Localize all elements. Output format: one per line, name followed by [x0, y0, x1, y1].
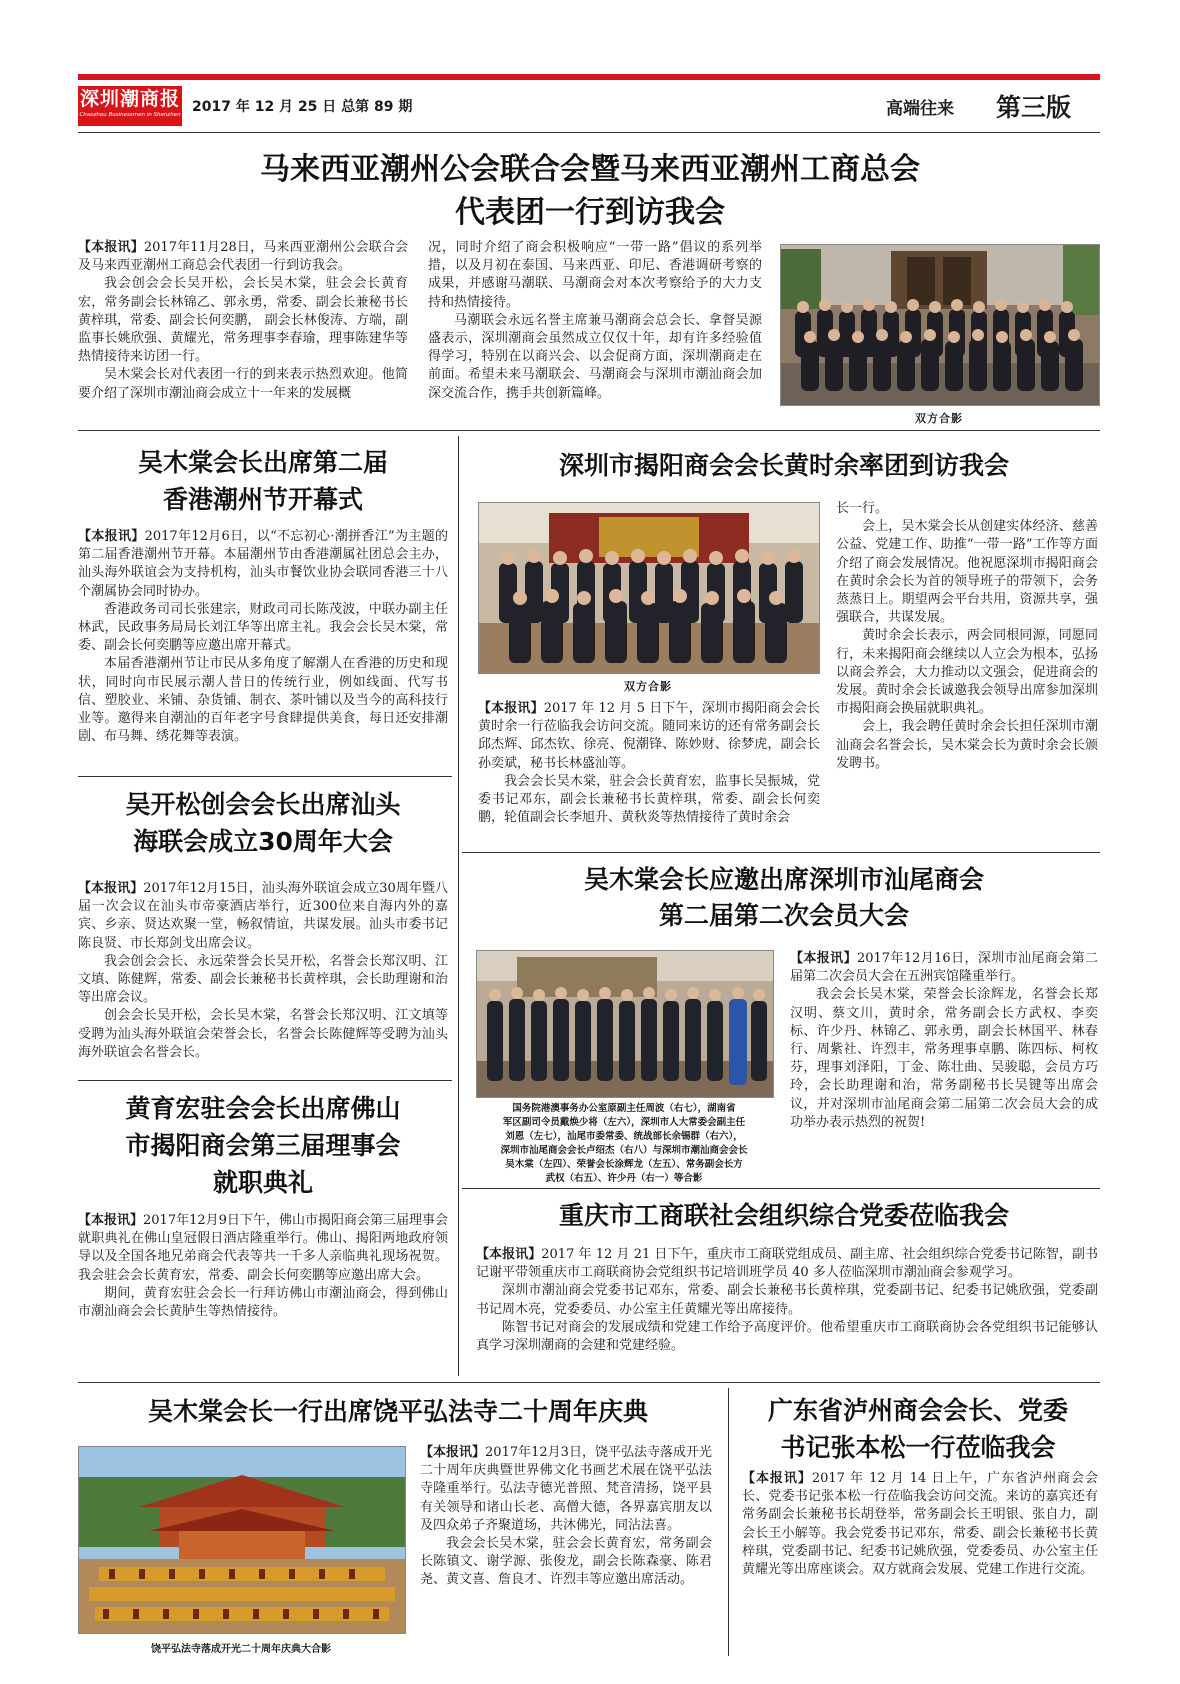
- caption-line: 军区副司令员戴焕少将（左六），深圳市人大常委会副主任: [502, 1117, 746, 1128]
- paragraph-text: 会上，吴木棠会长从创建实体经济、慈善公益、党建工作、助推“一带一路”工作等方面介绍了商会发展情况。他祝愿深圳市揭阳商会在黄时余会长为首的领导班子的带领下，会务蒸蒸日上。期望两会平台共用，资源共享，强强联合，共谋发展。: [836, 519, 1098, 626]
- paragraph: [78, 275, 408, 366]
- a4-headline-line2: 市揭阳商会第三届理事会: [125, 1131, 401, 1160]
- a3-body: [78, 880, 448, 1062]
- paragraph-text: 2017年12月16日，深圳市汕尾商会第二届第二次会员大会在五洲宾馆隆重举行。: [790, 951, 1098, 985]
- paragraph: [420, 1535, 712, 1590]
- paragraph-text: 我会会长吴木棠，驻会会长黄育宏，常务副会长陈镇文、谢学源、张俊龙，副会长陈森豪、陈君尧、黄文喜、詹良才、许烈丰等应邀出席活动。: [420, 1536, 712, 1588]
- divider-a2: [78, 776, 452, 777]
- paragraph: [78, 239, 408, 275]
- divider-a6: [462, 1188, 1100, 1189]
- lead-tag: 【本报讯】: [78, 881, 144, 896]
- paragraph-text: 香港政务司司长张建宗，财政司司长陈茂波，中联办副主任林武，民政事务局局长刘江华等出席主礼。我会会长吴木棠，常委、副会长何奕鹏等应邀出席开幕式。: [78, 601, 448, 654]
- paragraph-text: 2017 年 12 月 14 日上午，广东省泸州商会会长、党委书记张本松一行莅临我会访问交流。来访的嘉宾还有常务副会长兼秘书长胡登举，常务副会长王明银、张自力，副会长王小解等。我会党委书记邓东，常委、副会长兼秘书长黄梓琪，党委副书记、纪委书记姚欣强，党委委员、办公室主任黄耀光等出席座谈会。双方就商会发展、党建工作进行交流。: [742, 1471, 1098, 1578]
- paragraph-text: 期间，黄育宏驻会会长一行拜访佛山市潮汕商会，得到佛山市潮汕商会会长黄胪生等热情接待。: [78, 1285, 448, 1320]
- paragraph-text: 会上，我会聘任黄时余会长担任深圳市潮汕商会名誉会长，吴木棠会长为黄时余会长颁发聘书。: [836, 719, 1098, 771]
- paragraph-text: 2017年12月6日，以“不忘初心·潮拼香江”为主题的第二届香港潮州节开幕。本届潮州节由香港潮属社团总会主办，汕头海外联谊会为支持机构，汕头市餐饮业协会联同香港三十八个潮属协会同时协办。: [78, 529, 448, 599]
- divider-a1: [78, 430, 1100, 431]
- a6-body: [790, 950, 1098, 1132]
- paragraph-text: 况，同时介绍了商会积极响应“一带一路”倡议的系列举措，以及月初在泰国、马来西亚、印尼、香港调研考察的成果，并感谢马潮联、马潮商会对本次考察给予的大力支持和热情接待。: [428, 240, 762, 310]
- lead-tag: 【本报讯】: [478, 701, 544, 716]
- a5-headline: [470, 448, 1098, 484]
- a7-headline: [470, 1198, 1098, 1234]
- a9-body: [742, 1470, 1098, 1579]
- a4-headline-line1: 黄育宏驻会会长出席佛山: [125, 1094, 401, 1123]
- a8-headline: [78, 1394, 718, 1430]
- paragraph-text: 我会创会会长、永远荣誉会长吴开松，名誉会长郑汉明、江文填、陈健辉，常委、副会长兼秘书长黄梓琪，会长助理谢和治等出席会议。: [78, 953, 448, 1006]
- a1-headline: [100, 148, 1080, 234]
- lead-tag: 【本报讯】: [78, 529, 145, 544]
- a1-body-left: [78, 239, 408, 403]
- a8-headline-line1: 吴木棠会长一行出席饶平弘法寺二十周年庆典: [147, 1397, 648, 1426]
- caption-line: 深圳市汕尾商会会长卢绍杰（右八）与深圳市潮汕商会会长: [500, 1145, 748, 1156]
- a8-photo-caption: 饶平弘法寺落成开光二十周年庆典大合影: [151, 1644, 331, 1655]
- column-divider-bottom: [728, 1388, 729, 1656]
- caption-line: 吴木棠（左四）、荣誉会长涂辉龙（左五）、常务副会长方: [505, 1159, 743, 1170]
- paragraph-text: 2017年12月9日下午，佛山市揭阳商会第三届理事会就职典礼在佛山皇冠假日酒店隆重举行。佛山、揭阳两地政府领导以及全国各地兄弟商会代表等共一千多人亲临典礼现场祝贺。我会驻会会长黄育宏，常委、副会长何奕鹏等应邀出席大会。: [78, 1213, 448, 1283]
- paragraph-text: 我会会长吴木棠，荣誉会长涂辉龙，名誉会长郑汉明、蔡文川，黄时余，常务副会长方武权、李奕标、许少丹、林锦乙、郭永勇，副会长林国平、林春行、周紫社、许烈丰，常务理事卓鹏、陈四标、柯枚芬，理事刘泽阳，丁金、陈壮曲、吴骏聪，会员方巧玲，会长助理谢和治，常务副秘书长吴键等出席会议，并对深圳市汕尾商会第二届第二次会员大会的成功举办表示热烈的祝贺!: [790, 987, 1098, 1130]
- paragraph-text: 2017 年 12 月 21 日下午，重庆市工商联党组成员、副主席、社会组织综合党委书记陈智，副书记谢平带领重庆市工商联商协会党组织书记培训班学员 40 多人莅临深圳市潮汕商会参观学习。: [476, 1247, 1098, 1281]
- a4-headline: [78, 1090, 448, 1201]
- paragraph: [742, 1470, 1098, 1579]
- a5-body-left: [478, 700, 820, 827]
- a7-body: [476, 1246, 1098, 1355]
- a2-headline-line2: 香港潮州节开幕式: [162, 485, 363, 514]
- divider-a5: [462, 852, 1100, 853]
- paragraph: [78, 1212, 448, 1285]
- paragraph: [78, 655, 448, 746]
- a4-body: [78, 1212, 448, 1321]
- a9-headline-line2: 书记张本松一行莅临我会: [780, 1433, 1056, 1462]
- a9-headline: [738, 1392, 1098, 1466]
- paragraph-text: 长一行。: [836, 501, 889, 516]
- divider-a3: [78, 1080, 452, 1081]
- caption-line: 武权（右五）、许少丹（右一）等合影: [545, 1173, 703, 1184]
- issue-date: 2017 年 12 月 25 日 总第 89 期: [192, 99, 413, 115]
- masthead-rule: [78, 74, 1100, 80]
- paragraph-text: 我会创会会长吴开松，会长吴木棠，驻会会长黄育宏，常务副会长林锦乙、郭永勇，常委、副会长兼秘书长黄梓琪，常委、副会长何奕鹏， 副会长林俊涛、方端，副监事长姚欣强、黄耀光，常务理事李春瑜，理事陈建华等热情接待来访团一行。: [78, 276, 408, 365]
- a1-headline-line1: 马来西亚潮州公会联合会暨马来西亚潮州工商总会: [260, 152, 920, 187]
- a5-body-right: [836, 500, 1098, 773]
- logo-subtitle: Chaozhou Businessmen in Shenzhen: [79, 112, 181, 118]
- paragraph: [78, 953, 448, 1008]
- logo-title: 深圳潮商报: [79, 88, 180, 110]
- paragraph-text: 吴木棠会长对代表团一行的到来表示热烈欢迎。他简要介绍了深圳市潮汕商会成立十一年来的发展概: [78, 367, 408, 401]
- section-name: 高端往来: [886, 99, 954, 119]
- paragraph-text: 我会会长吴木棠，驻会会长黄育宏，监事长吴振城，党委书记邓东，副会长兼秘书长黄梓琪，常委、副会长何奕鹏，轮值副会长李旭升、黄秋炎等热情接待了黄时余会: [478, 773, 820, 826]
- paragraph: [78, 366, 408, 402]
- a1-headline-line2: 代表团一行到访我会: [455, 195, 725, 230]
- paragraph: [428, 239, 762, 312]
- page-number: 第三版: [996, 93, 1072, 122]
- a1-group-photo: [780, 244, 1100, 406]
- a7-headline-line1: 重庆市工商联社会组织综合党委莅临我会: [558, 1201, 1009, 1230]
- a3-headline-line2: 海联会成立30周年大会: [133, 827, 393, 856]
- a2-body: [78, 528, 448, 746]
- paragraph-text: 本届香港潮州节让市民从多角度了解潮人在香港的历史和现状，同时向市民展示潮人昔日的传统行业，例如线面、代写书信、塑胶业、米铺、杂货铺、制衣、茶叶铺以及当今的高科技行业等。邀得来自潮汕的百年老字号食肆提供美食，每日还安排潮剧、布马舞、绣花舞等表演。: [78, 656, 448, 745]
- paragraph: [420, 1444, 712, 1535]
- paragraph: [78, 528, 448, 601]
- caption-line: 国务院港澳事务办公室原副主任周波（右七），湖南省: [512, 1103, 736, 1114]
- paragraph: [836, 718, 1098, 773]
- paragraph-text: 2017年12月3日，饶平弘法寺落成开光二十周年庆典暨世界佛文化书画艺术展在饶平弘法寺隆重举行。弘法寺德光普照、梵音清扬，饶平县有关领导和诸山长老、高僧大德，各界嘉宾朋友以及四众弟子齐聚道场，共沐佛光，同沾法喜。: [420, 1445, 712, 1533]
- paragraph: [476, 1246, 1098, 1282]
- lead-tag: 【本报讯】: [420, 1445, 486, 1460]
- a8-temple-photo: [78, 1446, 406, 1634]
- lead-tag: 【本报讯】: [742, 1471, 812, 1486]
- a5-headline-line1: 深圳市揭阳商会会长黄时余率团到访我会: [558, 451, 1009, 480]
- paragraph-text: 创会会长吴开松，会长吴木棠，名誉会长郑汉明、江文填等受聘为汕头海外联谊会荣誉会长，名誉会长陈健辉等受聘为汕头海外联谊会名誉会长。: [78, 1008, 448, 1060]
- a2-headline: [78, 444, 448, 518]
- a6-headline-line2: 第二届第二次会员大会: [658, 901, 909, 930]
- paragraph: [476, 1319, 1098, 1355]
- paragraph-text: 2017年12月15日，汕头海外联谊会成立30周年暨八届一次会议在汕头市帝豪酒店举行，近300位来自海内外的嘉宾、乡亲、贤达欢聚一堂，畅叙情谊，共谋发展。汕头市委书记陈良贤、市长郑剑戈出席会议。: [78, 881, 448, 951]
- paragraph: [78, 880, 448, 953]
- lead-tag: 【本报讯】: [476, 1247, 542, 1262]
- column-divider: [458, 436, 459, 1376]
- a8-body: [420, 1444, 712, 1590]
- paragraph-text: 马潮联会永远名誉主席兼马潮商会总会长、拿督吴源盛表示，深圳潮商会虽然成立仅仅十年，却有许多经验值得学习，特别在以商兴会、以会促商方面，深圳潮商走在前面。希望未来马潮联会、马潮商会与深圳市潮汕商会加深交流合作，携手共创新篇峰。: [428, 312, 762, 401]
- paragraph-text: 深圳市潮汕商会党委书记邓东，常委、副会长兼秘书长黄梓琪，党委副书记、纪委书记姚欣强，党委副书记周木亮，党委委员、办公室主任黄耀光等出席接待。: [476, 1283, 1098, 1317]
- a6-group-photo: [476, 950, 774, 1098]
- paragraph: [428, 312, 762, 403]
- paragraph: [836, 627, 1098, 718]
- paragraph: [78, 601, 448, 656]
- paragraph: [836, 500, 1098, 518]
- paragraph-text: 2017年11月28日，马来西亚潮州公会联合会及马来西亚潮州工商总会代表团一行到访我会。: [78, 240, 408, 274]
- lead-tag: 【本报讯】: [78, 240, 144, 255]
- paragraph: [836, 518, 1098, 627]
- a5-photo-caption: 双方合影: [624, 680, 672, 693]
- paragraph: [790, 986, 1098, 1132]
- lead-tag: 【本报讯】: [790, 951, 857, 966]
- paragraph: [78, 1007, 448, 1062]
- a4-headline-line3: 就职典礼: [212, 1168, 313, 1197]
- paragraph: [78, 1285, 448, 1321]
- paragraph: [790, 950, 1098, 986]
- a6-photo-caption: [476, 1102, 772, 1186]
- divider-a7: [78, 1382, 1100, 1383]
- a5-group-photo: [478, 502, 820, 674]
- a3-headline-line1: 吴开松创会会长出席汕头: [125, 790, 401, 819]
- a9-headline-line1: 广东省泸州商会会长、党委: [767, 1396, 1068, 1425]
- masthead-underline: [78, 132, 1100, 133]
- newspaper-logo: [78, 86, 182, 126]
- a1-body-middle: [428, 239, 762, 403]
- paragraph-text: 陈智书记对商会的发展成绩和党建工作给予高度评价。他希望重庆市工商联商协会各党组织书记能够认真学习深圳潮商的会建和党建经验。: [476, 1319, 1098, 1354]
- paragraph: [478, 773, 820, 828]
- paragraph-text: 2017 年 12 月 5 日下午，深圳市揭阳商会会长黄时余一行莅临我会访问交流。随同来访的还有常务副会长邱杰辉、邱杰钦、徐亮、倪潮锋、陈妙财、徐梦虎，副会长孙奕斌，秘书长林盛汕等。: [478, 701, 820, 771]
- paragraph: [476, 1282, 1098, 1318]
- a6-headline-line1: 吴木棠会长应邀出席深圳市汕尾商会: [583, 865, 984, 894]
- lead-tag: 【本报讯】: [78, 1213, 144, 1228]
- paragraph-text: 黄时余会长表示，两会同根同源，同愿同行，未来揭阳商会继续以人立会为根本，弘扬以商会养会，大力推动以文强会，促进商会的发展。黄时余会长诚邀我会领导出席参加深圳市揭阳商会换届就职典礼。: [836, 628, 1098, 717]
- a6-headline: [470, 862, 1098, 934]
- caption-line: 刘恩（左七），汕尾市委常委、统战部长余锡群（右六），: [505, 1131, 743, 1142]
- a1-photo-caption: 双方合影: [915, 412, 963, 425]
- a2-headline-line1: 吴木棠会长出席第二届: [137, 448, 388, 477]
- a3-headline: [78, 786, 448, 860]
- paragraph: [478, 700, 820, 773]
